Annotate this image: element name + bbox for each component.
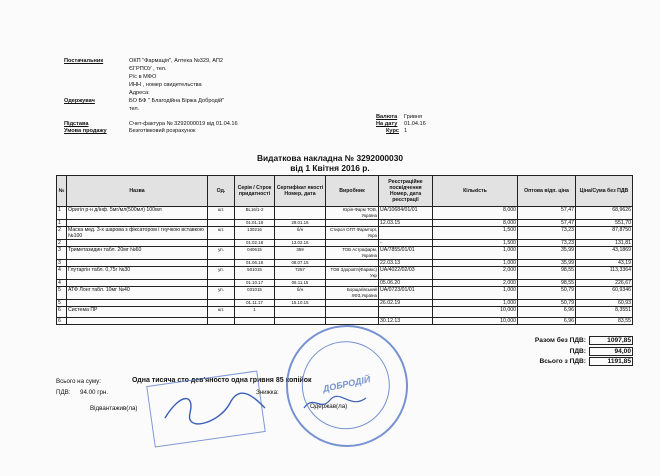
cell-cert: 7257 [275,267,326,280]
supplier-line-4: ИНН , номер свидетельства [129,82,202,88]
col-header: Назва [67,176,208,207]
col-header: № [57,176,67,207]
subcell-maker [326,318,379,325]
cell-name: Глутаргін табл. 0,75г №30 [67,267,208,280]
cell-series: 031015 [235,287,275,300]
subcell-qty: 10,000 [433,318,518,325]
cell-series: 1 [235,307,275,318]
cell-qty: 1,000 [433,287,518,300]
cell-qty: 10,000 [433,307,518,318]
supplier-line-5: Адреса: [129,90,150,96]
cell-reg [379,307,433,318]
currency-label: Валюта [376,114,398,120]
subcell-cert: 08.07.15 [275,260,326,267]
table-row [57,307,633,318]
subcell-unit [208,220,235,227]
invoice-date: від 1 Квітня 2016 р. [290,163,370,173]
round-stamp [275,314,420,459]
subcell-cert: 29.01.16 [275,220,326,227]
subcell-price: 73,23 [518,240,576,247]
cell-reg: UA/10684/01/01 [379,207,433,220]
cell-qty: 2,000 [433,267,518,280]
subcell-name [67,220,208,227]
received-label: Одержав(ла) [310,403,348,410]
subcell-maker [326,280,379,287]
cell-no: 6 [57,307,67,318]
cell-price: 57,47 [518,207,576,220]
cell-sum: 8,3551 [576,307,633,318]
cell-maker: Юрія-Фарм ТОВ, Україна [326,207,379,220]
vat-value: 94.00 грн. [80,389,109,396]
cell-maker [326,307,379,318]
cell-sum: 43,1869 [576,247,633,260]
cell-cert: б/н [275,227,326,240]
subcell-maker [326,300,379,307]
cell-qty: 1,500 [433,227,518,240]
subcell-name [67,280,208,287]
subcell-unit [208,318,235,325]
cell-name: Маска мед. 3-х шарова з фіксатором і гнучкою вставкою №100 [67,227,208,240]
cell-no: 2 [57,227,67,240]
subcell-reg: - [379,240,433,247]
subcell-sum: 131,81 [576,240,633,247]
table-subrow [57,318,633,325]
terms-value: Безготівковий розрахунок [129,128,196,134]
cell-series: BL16/1-2 [235,207,275,220]
subcell-cert: 06.11.15 [275,280,326,287]
cell-no: 3 [57,247,67,260]
on-date-label: На дату [376,121,398,127]
cell-maker: Борщагівський ХФЗ,Україна [326,287,379,300]
subcell-series: 01.02.18 [235,240,275,247]
receiver-label: Одержувач [64,98,95,104]
table-row [57,207,633,220]
subcell-maker [326,240,379,247]
cell-unit: шт. [208,227,235,240]
total-label: ПДВ: [569,348,586,355]
total-value: 94,00 [589,347,633,356]
cell-price: 98,55 [518,267,576,280]
total-vat [570,347,633,356]
cell-no: 5 [57,287,67,300]
subcell-reg: 05.06.20 [379,280,433,287]
subcell-unit [208,240,235,247]
subcell-maker [326,260,379,267]
subcell-series [235,318,275,325]
table-row [57,287,633,300]
cell-sum: 60,9346 [576,287,633,300]
subcell-no: 1 [57,220,67,227]
cell-name: АТФ Лонг табл. 10мг №40 [67,287,208,300]
receiver-line-1: БО БФ " Благодійна Біржа Добродій" [129,98,225,104]
supplier-line-3: Р/с в МФО [129,74,157,80]
subcell-price: 57,47 [518,220,576,227]
cell-unit: шт. [208,307,235,318]
vat-label: ПДВ: [56,389,71,396]
total-with-vat [539,357,633,366]
items-table [56,175,633,325]
supplier-label: Постачальник [64,58,104,64]
cell-cert [275,307,326,318]
subcell-name [67,300,208,307]
cell-unit: уп. [208,287,235,300]
supplier-line-2: ЄГРПОУ , тел. [129,66,167,72]
cell-no: 4 [57,267,67,280]
subcell-qty: 1,500 [433,240,518,247]
cell-no: 1 [57,207,67,220]
col-header: Серія / Строк придатності [235,176,275,207]
on-date-value: 01.04.16 [404,121,426,127]
total-value: 1191,85 [589,357,633,366]
cell-sum: 113,3364 [576,267,633,280]
receiver-signature-icon [300,392,370,414]
col-header: Кількість [433,176,518,207]
cell-qty: 8,000 [433,207,518,220]
subcell-no: 6 [57,318,67,325]
subcell-cert: 15.10.15 [275,300,326,307]
subcell-series: 01.06.18 [235,260,275,267]
subcell-reg: 30.12.13 [379,318,433,325]
cell-qty: 1,000 [433,247,518,260]
table-row [57,227,633,240]
subcell-sum: 43,19 [576,260,633,267]
rate-value: 1 [404,128,408,134]
col-header: Реєстраційне посвідчення Номер, дата реєстрації [379,176,433,207]
table-row [57,247,633,260]
table-subrow [57,260,633,267]
currency-value: Гривня [404,114,423,120]
signature-icon [160,388,270,428]
rate-label: Курс [386,128,399,134]
cell-maker: Стирол ОПТ Фармторг, Укра [326,227,379,240]
subcell-maker [326,220,379,227]
basis-value: Счет-фактура № 3292000019 від 01.04.16 [129,121,238,127]
cell-unit: уп. [208,267,235,280]
cell-series: 040615 [235,247,275,260]
subcell-cert: 13.02.16 [275,240,326,247]
discount-label: Знижка: [256,389,279,396]
table-row [57,267,633,280]
cell-maker: ТОВ Астрафарм, Україна [326,247,379,260]
subcell-no: 3 [57,260,67,267]
cell-reg [379,227,433,240]
cell-series: 130216 [235,227,275,240]
cell-unit: уп. [208,247,235,260]
subcell-sum: 551,70 [576,220,633,227]
col-header: Оптова відп. ціна [518,176,576,207]
cell-sum: 87,8750 [576,227,633,240]
cell-price: 50,79 [518,287,576,300]
subcell-reg: 26.02.19 [379,300,433,307]
col-header: Виробник [326,176,379,207]
receiver-line-2: тел. [129,106,140,112]
subcell-unit [208,280,235,287]
cell-price: 73,23 [518,227,576,240]
supplier-line-1: ОКП "Фармація", Аптека №329, АП2 [129,58,224,64]
subcell-price: 98,55 [518,280,576,287]
col-header: Ціна/Сума без ПДВ [576,176,633,207]
subcell-reg: 22.03.13 [379,260,433,267]
cell-reg: UA/0723/01/01 [379,287,433,300]
sum-words: Одна тисяча сто дев'яносто одна гривня 85 копійок [132,377,312,384]
subcell-price: 35,99 [518,260,576,267]
subcell-no: 2 [57,240,67,247]
cell-price: 6,96 [518,307,576,318]
cell-cert [275,207,326,220]
cell-maker: ТОВ Здоров'я(Фармкс) Укр [326,267,379,280]
subcell-qty: 1,000 [433,300,518,307]
subcell-series: 01.01.18 [235,220,275,227]
subcell-name [67,260,208,267]
cell-name: Оригіл р-н д/інф. 5мг/мл(500мл) 100мл [67,207,208,220]
total-value: 1097,85 [589,336,633,345]
basis-label: Підстава [64,121,89,127]
total-label: Разом без ПДВ: [534,337,586,344]
terms-label: Умова продажу [64,128,107,134]
subcell-reg: 12.03.15 [379,220,433,227]
subcell-unit [208,260,235,267]
sum-label: Всього на суму: [56,378,101,385]
invoice-title: Видаткова накладна № 3292000030 [256,153,404,163]
cell-reg: UA/7855/01/01 [379,247,433,260]
table-subrow [57,280,633,287]
cell-name: Триметазидин табл. 20мг №60 [67,247,208,260]
subcell-price: 6,96 [518,318,576,325]
total-label: Всього з ПДВ: [539,358,586,365]
subcell-name [67,318,208,325]
subcell-series: 01.11.17 [235,300,275,307]
subcell-name [67,240,208,247]
subcell-sum: 226,67 [576,280,633,287]
table-header-row [57,176,633,207]
table-subrow [57,220,633,227]
cell-cert: б/н [275,287,326,300]
cell-reg: UA/4022/02/03 [379,267,433,280]
subcell-price: 50,79 [518,300,576,307]
col-header: Сертифікат якості Номер, дата [275,176,326,207]
subcell-qty: 1,000 [433,260,518,267]
cell-price: 35,99 [518,247,576,260]
released-label: Відвантажив(ла) [90,405,138,412]
col-header: Од. [208,176,235,207]
table-subrow [57,300,633,307]
subcell-qty: 2,000 [433,280,518,287]
subcell-sum: 83,55 [576,318,633,325]
table-subrow [57,240,633,247]
subcell-qty: 8,000 [433,220,518,227]
cell-series: 501015 [235,267,275,280]
cell-unit: шт. [208,207,235,220]
stamp-text: ДОБРОДІЙ [321,374,372,394]
cell-sum: 68,9626 [576,207,633,220]
subcell-cert [275,318,326,325]
subcell-sum: 60,93 [576,300,633,307]
subcell-no: 5 [57,300,67,307]
cell-name: Система ПР [67,307,208,318]
subcell-no: 4 [57,280,67,287]
cell-cert: 359 [275,247,326,260]
subcell-unit [208,300,235,307]
total-without-vat [535,336,633,345]
subcell-series: 01.10.17 [235,280,275,287]
